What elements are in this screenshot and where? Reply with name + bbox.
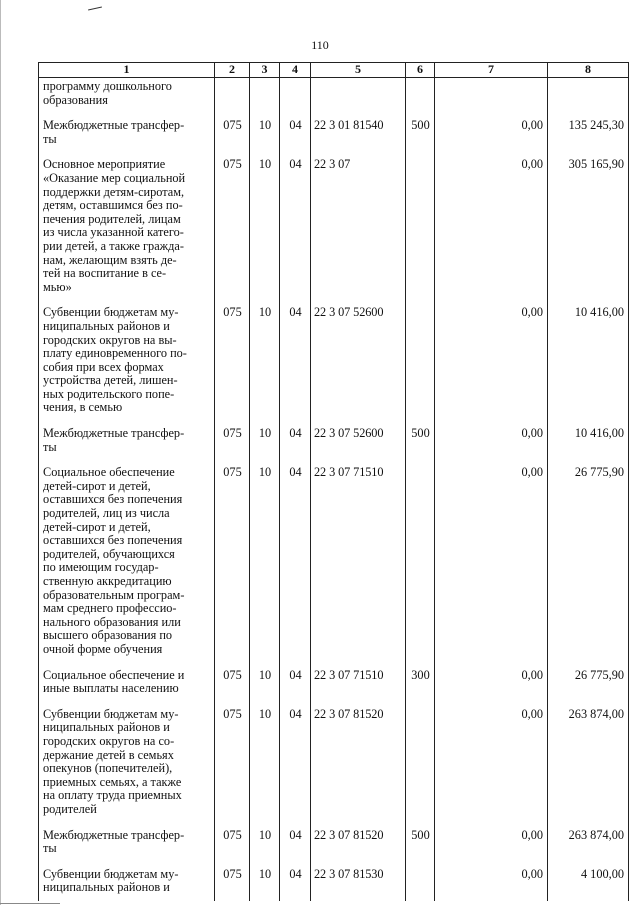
row-col8: 135 245,30: [548, 117, 629, 156]
table-row: [39, 706, 629, 827]
row-section: 10: [250, 464, 280, 666]
row-section: [250, 78, 280, 118]
row-col7: 0,00: [435, 706, 548, 827]
row-name-text: Межбюджетные трансфер- ты: [43, 118, 185, 146]
row-name: [39, 156, 215, 304]
row-code: 22 3 07 71510: [311, 464, 406, 666]
row-name-text: Основное мероприятие «Оказание мер социальной поддержки детям-сиротам, детям, оставшимся без по- печения родителей, лицам из числа указанной катего- рии детей, а также гражда- нам, желающим взять де- тей на воспитание в се- мью»: [43, 157, 186, 294]
col-header-7: 7: [435, 63, 548, 78]
row-name-text: Социальное обеспечение детей-сирот и детей, оставшихся без попечения родителей, лиц из числа детей-сирот и детей, оставшихся без попечения родителей, обучающихся по имеющим государ- ственную аккредитацию образовательным програм- мам среднего профессио- нального образования или высшего образования по очной форме обучения: [43, 465, 185, 656]
row-admin: 075: [215, 156, 250, 304]
table-row: [39, 117, 629, 156]
row-col7: [435, 78, 548, 118]
row-name-text: Субвенции бюджетам му- ниципальных районов и городских округов на вы- плату единовременного по- собия при всех формах устройства детей, лишен- ных родительского попе- чения, в семью: [43, 305, 187, 415]
row-col8: 263 874,00: [548, 827, 629, 866]
row-code: 22 3 07 81530: [311, 866, 406, 901]
row-col7: 0,00: [435, 667, 548, 706]
table-row: [39, 304, 629, 425]
row-name: [39, 425, 215, 464]
row-admin: 075: [215, 706, 250, 827]
scan-left-edge: [0, 0, 1, 905]
row-subsection: 04: [280, 827, 311, 866]
row-admin: 075: [215, 464, 250, 666]
row-name: [39, 78, 215, 118]
row-subsection: 04: [280, 304, 311, 425]
row-type: [406, 156, 435, 304]
row-name-text: Межбюджетные трансфер- ты: [43, 426, 185, 454]
row-section: 10: [250, 706, 280, 827]
row-subsection: 04: [280, 156, 311, 304]
table-row: [39, 464, 629, 666]
row-admin: 075: [215, 425, 250, 464]
table-row: [39, 827, 629, 866]
table-row: [39, 425, 629, 464]
col-header-1: 1: [39, 63, 215, 78]
row-subsection: 04: [280, 464, 311, 666]
row-col8: 305 165,90: [548, 156, 629, 304]
row-type: 500: [406, 827, 435, 866]
row-subsection: 04: [280, 425, 311, 464]
row-col7: 0,00: [435, 464, 548, 666]
row-subsection: 04: [280, 667, 311, 706]
col-header-5: 5: [311, 63, 406, 78]
row-section: 10: [250, 304, 280, 425]
row-section: 10: [250, 156, 280, 304]
col-header-8: 8: [548, 63, 629, 78]
header-row: [39, 63, 629, 78]
row-col7: 0,00: [435, 827, 548, 866]
row-name-text: Межбюджетные трансфер- ты: [43, 827, 185, 856]
table-row: [39, 156, 629, 304]
row-name: [39, 706, 215, 827]
row-col8: 26 775,90: [548, 667, 629, 706]
row-col7: 0,00: [435, 425, 548, 464]
budget-table: [38, 62, 629, 901]
row-subsection: 04: [280, 117, 311, 156]
row-col8: 263 874,00: [548, 706, 629, 827]
row-section: 10: [250, 117, 280, 156]
row-name: [39, 464, 215, 666]
table-row: [39, 78, 629, 118]
row-code: 22 3 01 81540: [311, 117, 406, 156]
row-admin: 075: [215, 866, 250, 901]
row-section: 10: [250, 667, 280, 706]
row-code: [311, 78, 406, 118]
row-subsection: [280, 78, 311, 118]
scan-bottom-mark: [0, 903, 60, 904]
row-col8: 10 416,00: [548, 425, 629, 464]
row-admin: 075: [215, 827, 250, 866]
scan-mark: [88, 7, 102, 11]
row-col8: 10 416,00: [548, 304, 629, 425]
row-type: [406, 78, 435, 118]
col-header-6: 6: [406, 63, 435, 78]
row-type: [406, 866, 435, 901]
row-admin: [215, 78, 250, 118]
row-col7: 0,00: [435, 304, 548, 425]
row-col8: [548, 78, 629, 118]
row-type: 500: [406, 425, 435, 464]
row-code: 22 3 07 71510: [311, 667, 406, 706]
table-row: [39, 667, 629, 706]
row-section: 10: [250, 827, 280, 866]
row-admin: 075: [215, 304, 250, 425]
row-code: 22 3 07: [311, 156, 406, 304]
row-admin: 075: [215, 667, 250, 706]
row-name: [39, 117, 215, 156]
row-col7: 0,00: [435, 866, 548, 901]
row-type: [406, 464, 435, 666]
row-code: 22 3 07 81520: [311, 706, 406, 827]
row-col7: 0,00: [435, 156, 548, 304]
row-admin: 075: [215, 117, 250, 156]
row-col8: 26 775,90: [548, 464, 629, 666]
row-name-text: Субвенции бюджетам му- ниципальных районов и городских округов на со- держание детей в семьях опекунов (попечителей), приемных семьях, а также на оплату труда приемных родителей: [43, 706, 182, 816]
row-name-text: Субвенции бюджетам му- ниципальных районов и: [43, 866, 179, 895]
row-section: 10: [250, 866, 280, 901]
col-header-2: 2: [215, 63, 250, 78]
row-code: 22 3 07 52600: [311, 304, 406, 425]
table-row: [39, 866, 629, 901]
row-name-text: Социальное обеспечение и иные выплаты населению: [43, 667, 185, 696]
row-subsection: 04: [280, 866, 311, 901]
row-col7: 0,00: [435, 117, 548, 156]
row-name: [39, 304, 215, 425]
row-section: 10: [250, 425, 280, 464]
col-header-4: 4: [280, 63, 311, 78]
row-type: [406, 304, 435, 425]
row-name: [39, 667, 215, 706]
row-subsection: 04: [280, 706, 311, 827]
row-name: [39, 827, 215, 866]
col-header-3: 3: [250, 63, 280, 78]
row-code: 22 3 07 52600: [311, 425, 406, 464]
row-name: [39, 866, 215, 901]
row-type: [406, 706, 435, 827]
row-code: 22 3 07 81520: [311, 827, 406, 866]
row-type: 300: [406, 667, 435, 706]
row-type: 500: [406, 117, 435, 156]
row-name-text: программу дошкольного образования: [43, 79, 172, 107]
page-number: 110: [311, 38, 329, 52]
row-col8: 4 100,00: [548, 866, 629, 901]
